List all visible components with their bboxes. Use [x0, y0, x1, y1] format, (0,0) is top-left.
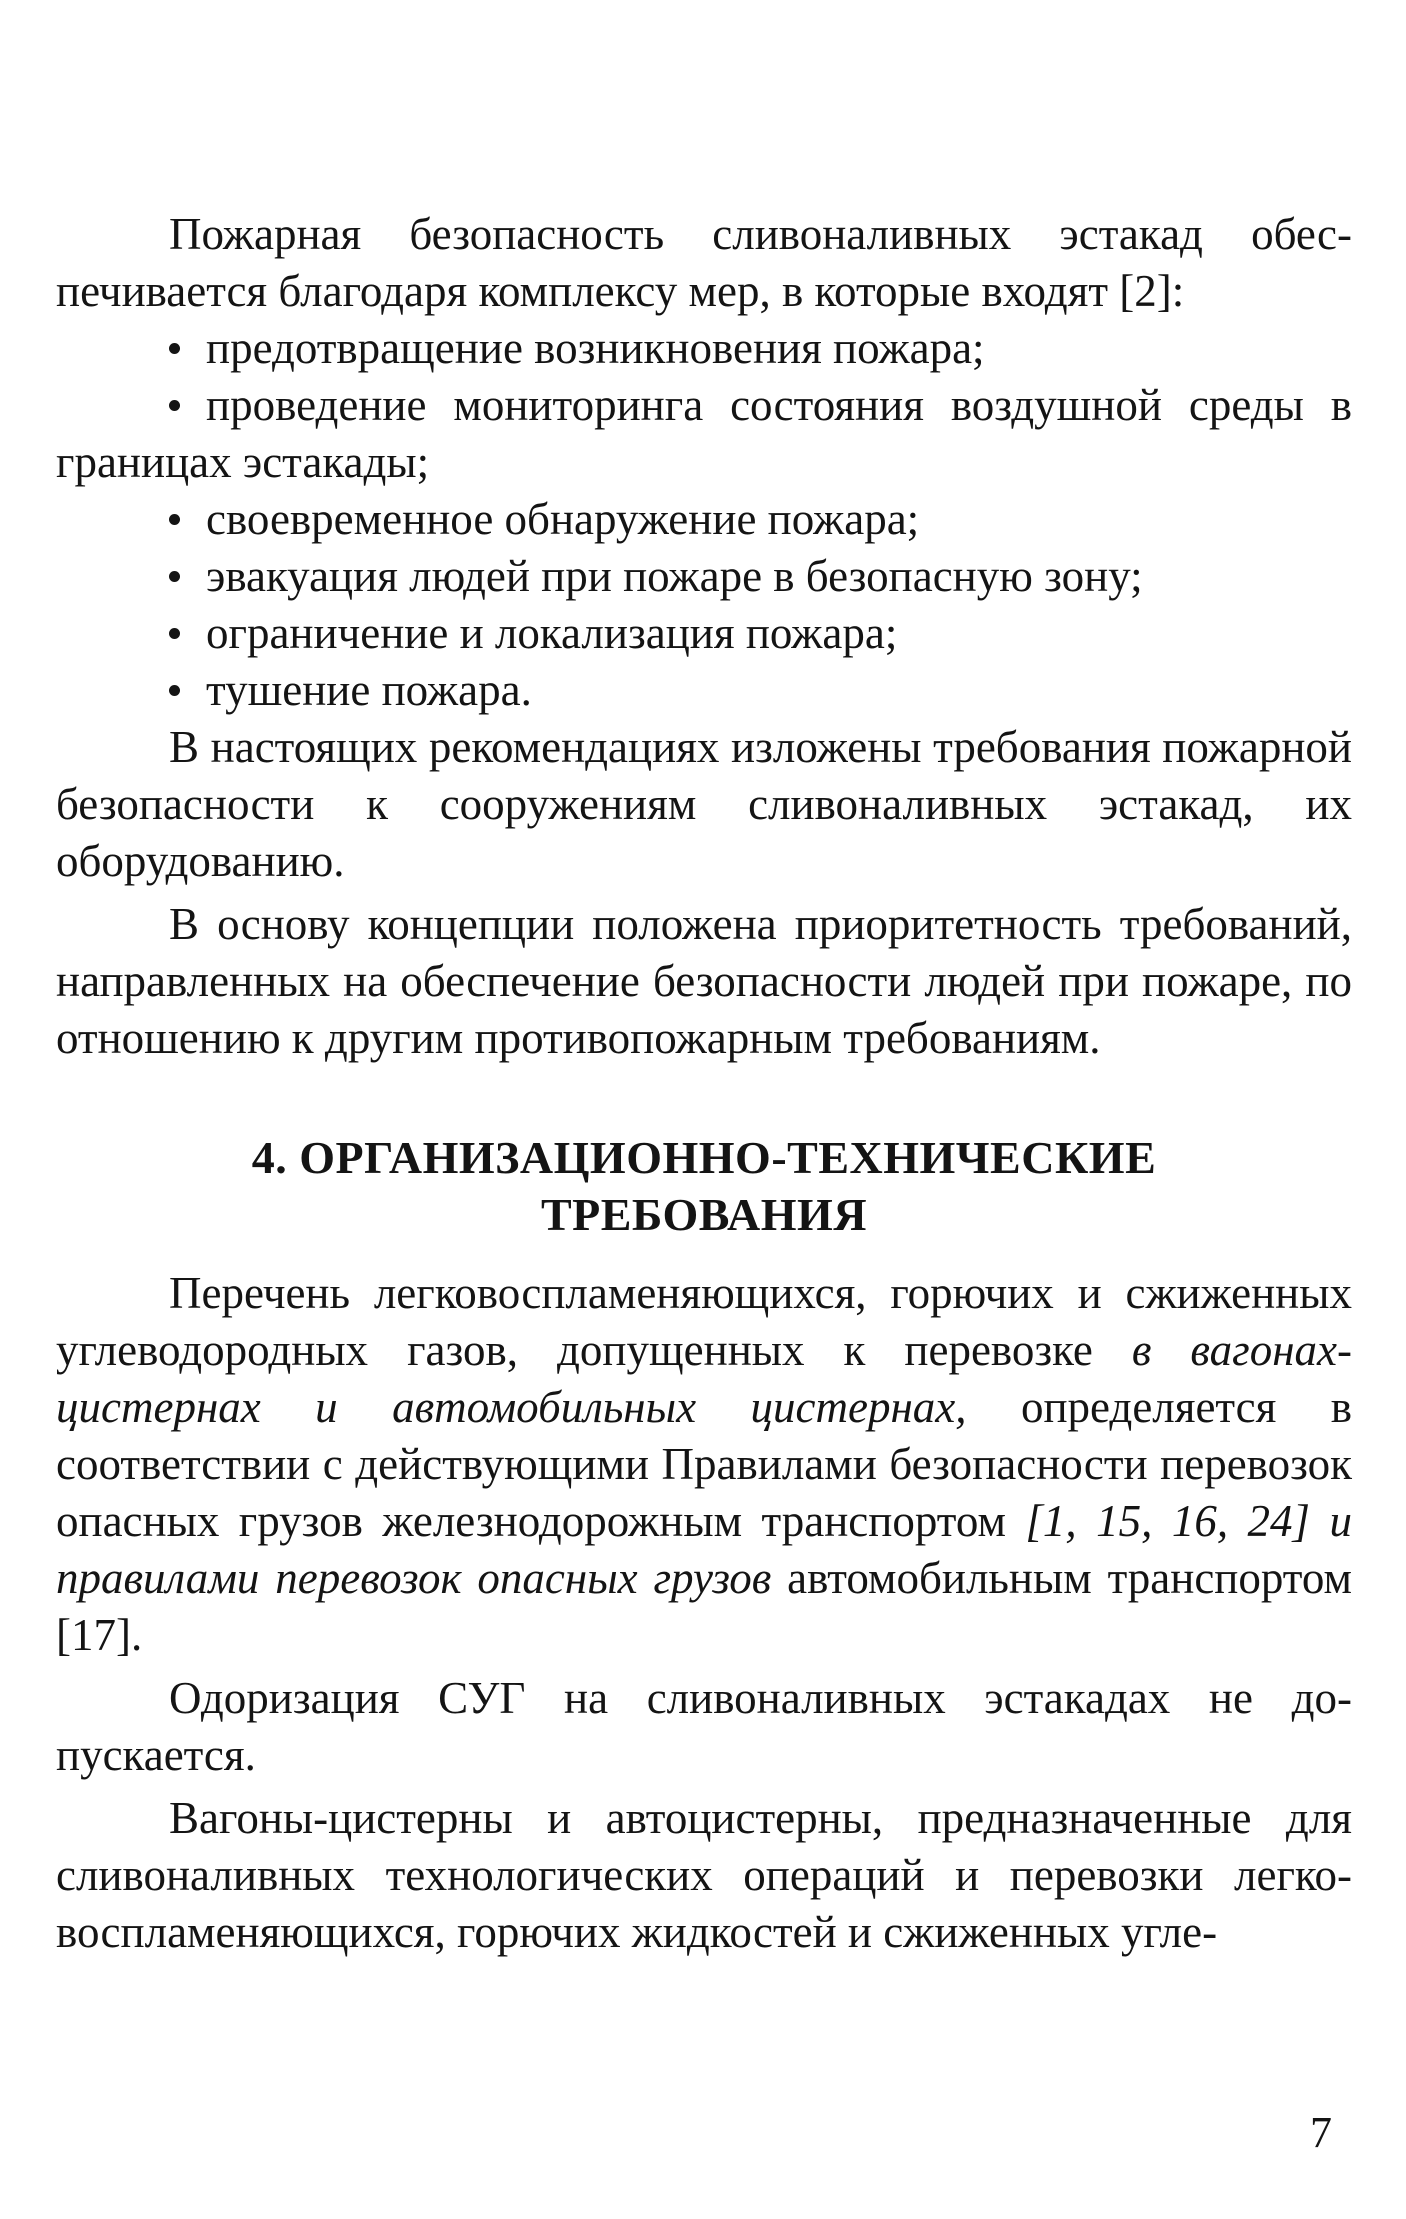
tanks-paragraph: Вагоны-цистерны и автоцистерны, предназначенные для сливоналивных технологических операций и перевозки легковоспламеняющихся, горючих жидкостей и сжиженных угле-: [56, 1793, 1352, 1957]
section-heading: [56, 1129, 1352, 1243]
concept-paragraph: В основу концепции положена приоритетность требований, направленных на обеспечение безопасности людей при пожаре, по отношению к другим противопожарным требованиям.: [56, 899, 1352, 1063]
section-heading-line2: ТРЕБОВАНИЯ: [540, 1189, 868, 1240]
italic-vehicles-text: в вагонах-цистернах и автомобильных цистернах,: [56, 1325, 1352, 1432]
safety-measures-list: [56, 320, 1352, 719]
odorization-paragraph: Одоризация СУГ на сливоналивных эстакадах не допускается.: [56, 1673, 1352, 1780]
bullet-icon: [169, 571, 180, 582]
bullet-icon: [169, 628, 180, 639]
list-item: ограничение и локализация пожара;: [56, 605, 1352, 662]
list-item: эвакуация людей при пожаре в безопасную зону;: [56, 548, 1352, 605]
page-content: [56, 206, 1352, 1961]
substances-list-paragraph: Перечень легковоспламеняющихся, горючих и сжиженных углеводородных газов, допущенных к перевозке в вагонах-цистернах и автомобильных цистернах, определяется в соответствии с действующими Правилами безопасности перевозок опасных грузов железнодорожным транспортом [1, 15, 16, 24] и правилами перевозок опасных грузов автомобильным транспортом [17].: [56, 1268, 1352, 1660]
list-item: тушение пожара.: [56, 662, 1352, 719]
list-item: предотвращение возникновения пожара;: [56, 320, 1352, 377]
bullet-icon: [169, 514, 180, 525]
section-heading-line1: 4. ОРГАНИЗАЦИОННО-ТЕХНИЧЕСКИЕ: [251, 1132, 1157, 1183]
list-item: проведение мониторинга состояния воздушной среды в границах эстакады;: [56, 380, 1352, 487]
bullet-icon: [169, 343, 180, 354]
italic-references-text: [1, 15, 16, 24] и правилами перевозок опасных грузов: [56, 1496, 1352, 1603]
list-item: своевременное обнаружение пожара;: [56, 491, 1352, 548]
page-number: 7: [1310, 2108, 1332, 2157]
bullet-icon: [169, 685, 180, 696]
bullet-icon: [169, 400, 180, 411]
intro-paragraph: Пожарная безопасность сливоналивных эстакад обеспечивается благодаря комплексу мер, в которые входят [2]:: [56, 209, 1352, 316]
requirements-paragraph: В настоящих рекомендациях изложены требования пожарной безопасности к сооружениям сливоналивных эстакад, их оборудованию.: [56, 722, 1352, 886]
